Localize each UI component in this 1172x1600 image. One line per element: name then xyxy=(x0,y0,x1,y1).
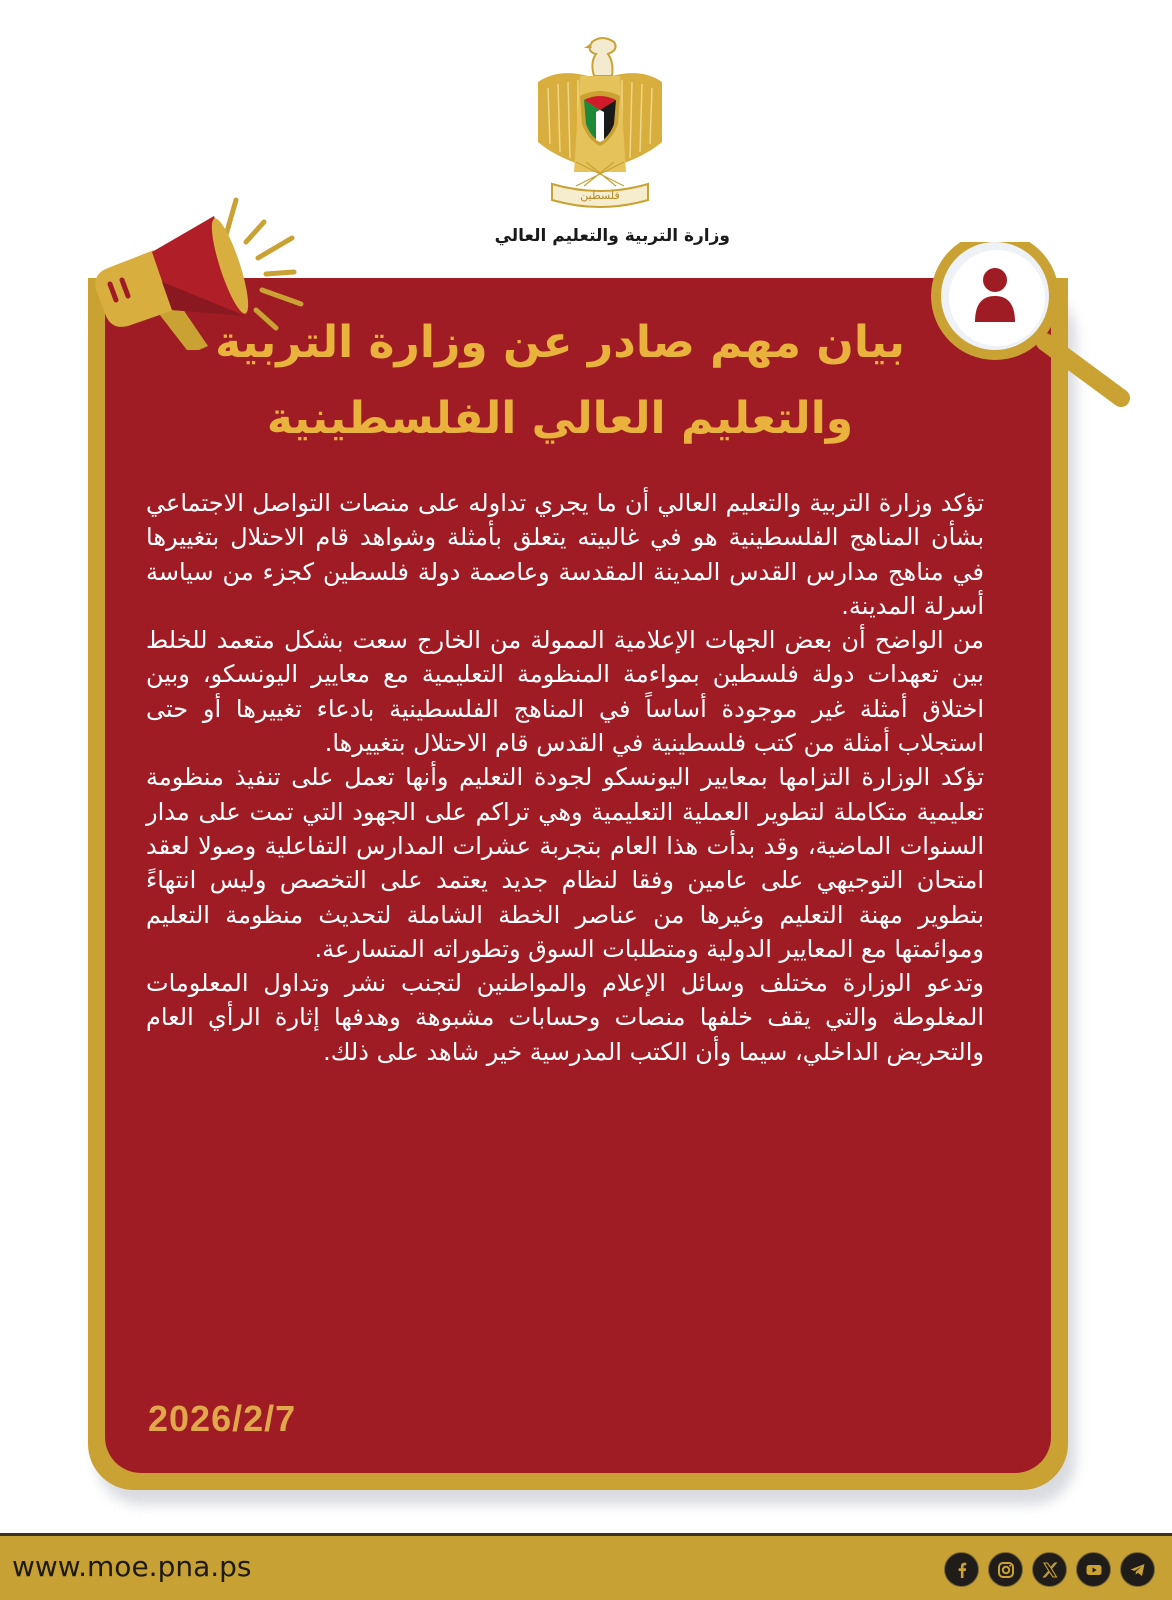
youtube-icon[interactable] xyxy=(1076,1552,1111,1587)
statement-date: 2026/2/7 xyxy=(148,1398,297,1439)
ministry-name: وزارة التربية والتعليم العالي xyxy=(494,226,730,246)
paragraph-1: تؤكد وزارة التربية والتعليم العالي أن ما يجري تداوله على منصات التواصل الاجتماعي بشأن المناهج الفلسطينية هو في غالبيته يتعلق بأمثلة وشواهد قام الاحتلال بتغييرها في مناهج مدارس القدس المدينة المقدسة وعاصمة دولة فلسطين كجزء من سياسة أسرلة المدينة. xyxy=(146,489,984,620)
statement-body xyxy=(146,486,984,1069)
telegram-icon[interactable] xyxy=(1120,1552,1155,1587)
paragraph-3: تؤكد الوزارة التزامها بمعايير اليونسكو لجودة التعليم وأنها تعمل على تنفيذ منظومة تعليمية متكاملة لتطوير العملية التعليمية وهي تراكم على الجهود التي تمت على مدار السنوات الماضية، وقد بدأت هذا العام بتجربة عشرات المدارس التفاعلية وصولا لعقد امتحان التوجيهي على عامين وفقا لنظام جديد يعتمد على التخصص وليس انتهاءً بتطوير مهنة التعليم وغيرها من عناصر الخطة الشاملة لتحديث منظومة التعليم وموائمتها مع المعايير الدولية ومتطلبات السوق وتطوراته المتسارعة. xyxy=(146,763,984,963)
title-line-2: والتعليم العالي الفلسطينية xyxy=(266,393,854,444)
statement-title xyxy=(160,305,960,457)
paragraph-2: من الواضح أن بعض الجهات الإعلامية الممولة من الخارج سعت بشكل متعمد للخلط بين تعهدات دولة فلسطين بمواءمة المنظومة التعليمية مع معايير اليونسكو، وبين اختلاق أمثلة غير موجودة أساساً في المناهج الفلسطينية بادعاء تغييرها أو حتى استجلاب أمثلة من كتب فلسطينية في القدس قام الاحتلال بتغييرها. xyxy=(146,626,984,758)
palestine-eagle-emblem-icon xyxy=(530,34,670,214)
x-twitter-icon[interactable] xyxy=(1032,1552,1067,1587)
social-links xyxy=(944,1552,1155,1587)
paragraph-4: وتدعو الوزارة مختلف وسائل الإعلام والمواطنين لتجنب نشر وتداول المعلومات المغلوطة والتي يقف خلفها منصات وحسابات مشبوهة وهدفها إثارة الرأي العام والتحريض الداخلي، سيما وأن الكتب المدرسية خير شاهد على ذلك. xyxy=(146,969,984,1066)
emblem-caption: فلسطين xyxy=(580,189,620,202)
title-line-1: بيان مهم صادر عن وزارة التربية xyxy=(215,317,905,368)
facebook-icon[interactable] xyxy=(944,1552,979,1587)
website-link[interactable]: www.moe.pna.ps xyxy=(12,1550,252,1583)
instagram-icon[interactable] xyxy=(988,1552,1023,1587)
